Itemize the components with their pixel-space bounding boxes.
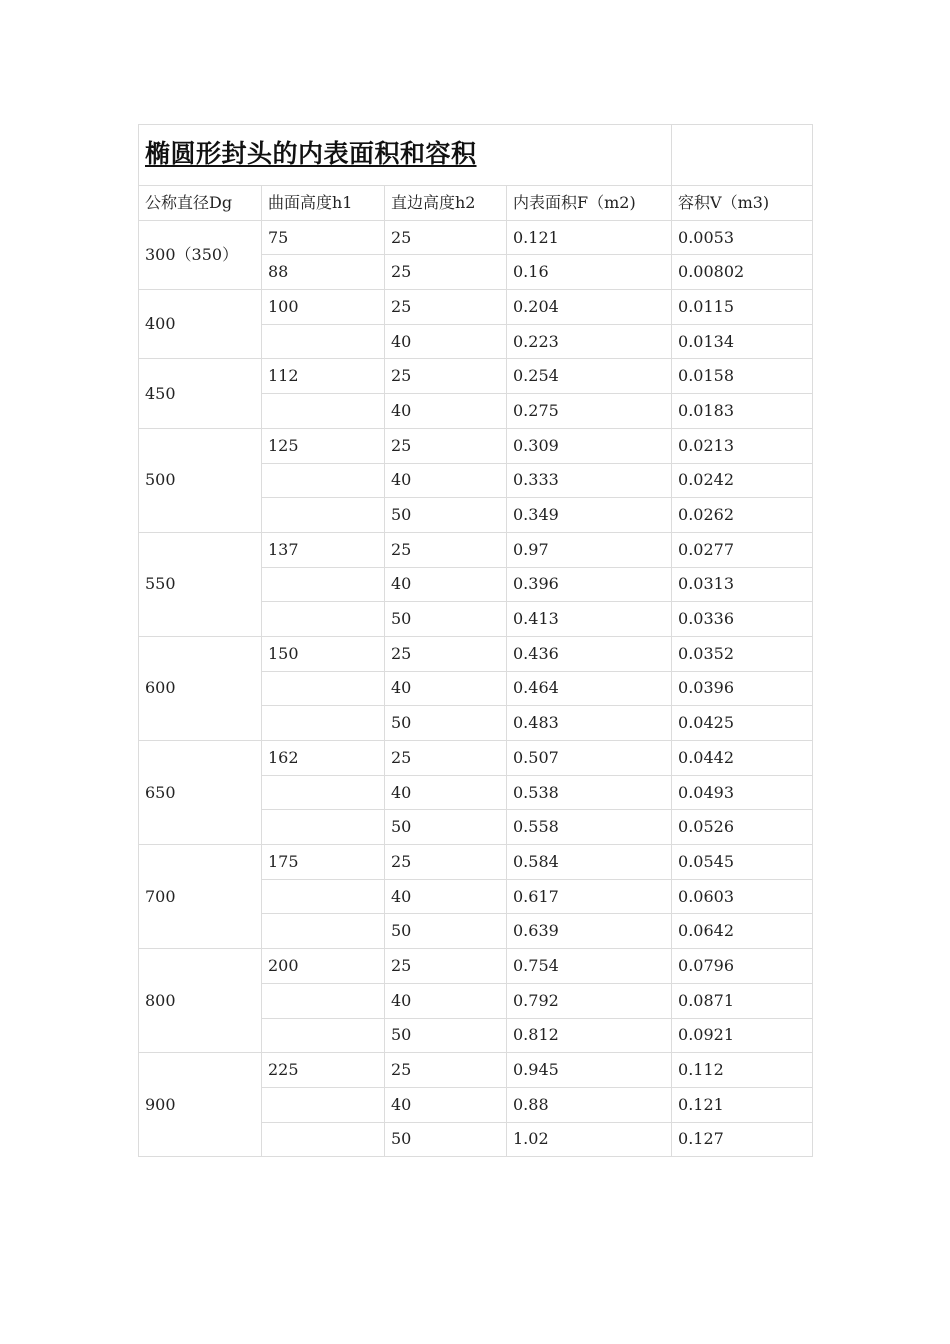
cell-h1 (262, 671, 385, 706)
cell-h2: 40 (385, 775, 507, 810)
cell-volume: 0.0526 (672, 810, 813, 845)
cell-h1 (262, 775, 385, 810)
cell-h1 (262, 567, 385, 602)
data-table (138, 124, 813, 1157)
title-empty-cell (672, 125, 813, 186)
cell-volume: 0.0442 (672, 741, 813, 776)
cell-dg: 550 (139, 532, 262, 636)
cell-volume: 0.0183 (672, 394, 813, 429)
cell-h2: 50 (385, 602, 507, 637)
cell-area: 0.584 (507, 845, 672, 880)
cell-h1 (262, 394, 385, 429)
cell-h2: 50 (385, 914, 507, 949)
cell-area: 0.639 (507, 914, 672, 949)
cell-h1: 137 (262, 532, 385, 567)
cell-h2: 40 (385, 324, 507, 359)
cell-h2: 50 (385, 1122, 507, 1157)
cell-dg: 700 (139, 845, 262, 949)
cell-h2: 25 (385, 845, 507, 880)
cell-h1: 162 (262, 741, 385, 776)
cell-h2: 25 (385, 741, 507, 776)
cell-dg: 500 (139, 428, 262, 532)
cell-h2: 40 (385, 567, 507, 602)
cell-dg: 600 (139, 636, 262, 740)
cell-h1: 150 (262, 636, 385, 671)
header-area: 内表面积F（m2) (507, 186, 672, 221)
cell-area: 0.538 (507, 775, 672, 810)
cell-h1 (262, 324, 385, 359)
cell-volume: 0.0642 (672, 914, 813, 949)
cell-area: 0.333 (507, 463, 672, 498)
cell-h2: 25 (385, 636, 507, 671)
cell-h2: 25 (385, 532, 507, 567)
cell-dg: 400 (139, 290, 262, 359)
cell-area: 0.812 (507, 1018, 672, 1053)
cell-h1 (262, 914, 385, 949)
cell-h2: 40 (385, 671, 507, 706)
cell-volume: 0.0425 (672, 706, 813, 741)
cell-dg: 450 (139, 359, 262, 428)
cell-h1 (262, 1018, 385, 1053)
cell-volume: 0.0053 (672, 220, 813, 255)
cell-h1: 125 (262, 428, 385, 463)
cell-volume: 0.0158 (672, 359, 813, 394)
cell-h1 (262, 810, 385, 845)
cell-volume: 0.0603 (672, 879, 813, 914)
cell-h1 (262, 498, 385, 533)
cell-h1 (262, 602, 385, 637)
cell-area: 0.413 (507, 602, 672, 637)
cell-h1: 100 (262, 290, 385, 325)
cell-area: 0.254 (507, 359, 672, 394)
cell-area: 0.97 (507, 532, 672, 567)
cell-h2: 50 (385, 810, 507, 845)
cell-volume: 0.112 (672, 1053, 813, 1088)
cell-area: 0.464 (507, 671, 672, 706)
cell-h1 (262, 706, 385, 741)
table-row (139, 949, 813, 984)
cell-h2: 25 (385, 428, 507, 463)
table-row (139, 741, 813, 776)
table-row (139, 636, 813, 671)
cell-area: 0.945 (507, 1053, 672, 1088)
cell-area: 1.02 (507, 1122, 672, 1157)
cell-area: 0.349 (507, 498, 672, 533)
cell-h2: 40 (385, 394, 507, 429)
cell-h2: 25 (385, 949, 507, 984)
cell-h1: 200 (262, 949, 385, 984)
cell-h1 (262, 983, 385, 1018)
cell-h2: 25 (385, 255, 507, 290)
table-row (139, 290, 813, 325)
cell-area: 0.558 (507, 810, 672, 845)
cell-h1: 112 (262, 359, 385, 394)
table-row (139, 220, 813, 255)
page-title: 椭圆形封头的内表面积和容积 (145, 138, 477, 168)
cell-h2: 50 (385, 498, 507, 533)
cell-area: 0.121 (507, 220, 672, 255)
cell-volume: 0.0921 (672, 1018, 813, 1053)
title-row (139, 125, 813, 186)
cell-h1: 175 (262, 845, 385, 880)
cell-area: 0.436 (507, 636, 672, 671)
cell-h1 (262, 463, 385, 498)
cell-area: 0.204 (507, 290, 672, 325)
header-h2: 直边高度h2 (385, 186, 507, 221)
cell-area: 0.792 (507, 983, 672, 1018)
cell-area: 0.617 (507, 879, 672, 914)
cell-h2: 25 (385, 220, 507, 255)
cell-volume: 0.0796 (672, 949, 813, 984)
table-row (139, 532, 813, 567)
cell-volume: 0.0277 (672, 532, 813, 567)
cell-volume: 0.0396 (672, 671, 813, 706)
cell-h2: 40 (385, 983, 507, 1018)
cell-h1 (262, 1122, 385, 1157)
cell-volume: 0.00802 (672, 255, 813, 290)
cell-volume: 0.0134 (672, 324, 813, 359)
cell-volume: 0.0352 (672, 636, 813, 671)
cell-area: 0.396 (507, 567, 672, 602)
cell-h2: 25 (385, 290, 507, 325)
cell-dg: 300（350） (139, 220, 262, 289)
cell-h2: 40 (385, 1087, 507, 1122)
cell-area: 0.88 (507, 1087, 672, 1122)
cell-volume: 0.0336 (672, 602, 813, 637)
cell-h1: 88 (262, 255, 385, 290)
cell-h1: 225 (262, 1053, 385, 1088)
cell-volume: 0.0545 (672, 845, 813, 880)
cell-h2: 50 (385, 1018, 507, 1053)
header-row (139, 186, 813, 221)
cell-dg: 900 (139, 1053, 262, 1157)
cell-h2: 25 (385, 1053, 507, 1088)
cell-area: 0.223 (507, 324, 672, 359)
cell-volume: 0.0493 (672, 775, 813, 810)
cell-h2: 50 (385, 706, 507, 741)
table-row (139, 1053, 813, 1088)
cell-h2: 40 (385, 879, 507, 914)
cell-volume: 0.127 (672, 1122, 813, 1157)
cell-area: 0.275 (507, 394, 672, 429)
cell-h2: 40 (385, 463, 507, 498)
cell-h1 (262, 879, 385, 914)
cell-volume: 0.121 (672, 1087, 813, 1122)
cell-dg: 800 (139, 949, 262, 1053)
cell-volume: 0.0242 (672, 463, 813, 498)
header-volume: 容积V（m3) (672, 186, 813, 221)
title-cell (139, 125, 672, 186)
table-row (139, 428, 813, 463)
cell-area: 0.483 (507, 706, 672, 741)
cell-area: 0.309 (507, 428, 672, 463)
cell-h1 (262, 1087, 385, 1122)
cell-h1: 75 (262, 220, 385, 255)
table-row (139, 359, 813, 394)
cell-volume: 0.0871 (672, 983, 813, 1018)
cell-dg: 650 (139, 741, 262, 845)
cell-volume: 0.0262 (672, 498, 813, 533)
cell-area: 0.16 (507, 255, 672, 290)
header-dg: 公称直径Dg (139, 186, 262, 221)
cell-volume: 0.0213 (672, 428, 813, 463)
table-row (139, 845, 813, 880)
cell-area: 0.507 (507, 741, 672, 776)
cell-volume: 0.0313 (672, 567, 813, 602)
cell-area: 0.754 (507, 949, 672, 984)
header-h1: 曲面高度h1 (262, 186, 385, 221)
cell-h2: 25 (385, 359, 507, 394)
cell-volume: 0.0115 (672, 290, 813, 325)
